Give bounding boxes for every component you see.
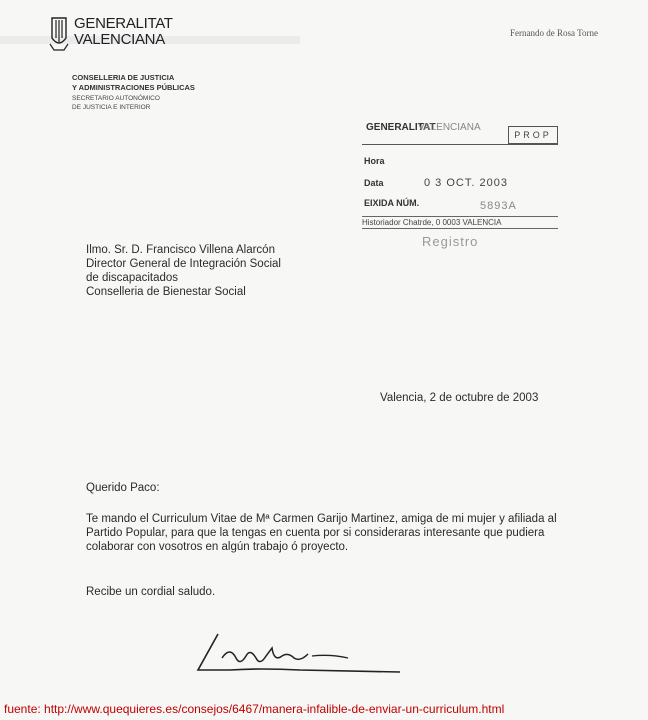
sub-line2: DE JUSTICIA E INTERIOR — [72, 104, 151, 111]
stamp-header — [362, 118, 558, 145]
addressee-line2: Director General de Integración Social — [86, 258, 281, 270]
org-line2: VALENCIANA — [74, 31, 165, 48]
addressee-line1: Ilmo. Sr. D. Francisco Villena Alarcón — [86, 244, 275, 256]
stamp-prop-box: PROP — [508, 126, 558, 144]
closing-line: Recibe un cordial saludo. — [86, 586, 216, 598]
logo-wordmark — [74, 16, 173, 48]
subdepartment-block — [72, 94, 160, 112]
stamp-historiador: Historiador Chatrde, 0 0003 VALENCIA — [362, 216, 558, 229]
stamp-hora-label: Hora — [364, 156, 385, 166]
dept-line1: CONSELLERIA DE JUSTICIA — [72, 73, 175, 82]
body-paragraph: Te mando el Curriculum Vitae de Mª Carmen Garijo Martinez, amiga de mi mujer y afiliada al Partido Popular, para que la tengas en cuenta por si consideraras interesante que pudiera colaborar con vosotros en algún trabajo ó proyecto. — [86, 513, 557, 553]
addressee-block — [86, 243, 281, 299]
source-link[interactable]: fuente: http://www.quequieres.es/consejos/6467/manera-infalible-de-enviar-un-curriculum.html — [4, 702, 505, 716]
org-line1: GENERALITAT — [74, 15, 173, 32]
author-name: Fernando de Rosa Torne — [510, 28, 598, 38]
registry-stamp — [362, 118, 558, 256]
sub-line1: SECRETARIO AUTONÓMICO — [72, 95, 160, 102]
stamp-registro: Registro — [422, 234, 479, 249]
stamp-org: GENERALITAT — [366, 122, 436, 133]
department-block — [72, 73, 195, 93]
handwritten-signature — [190, 626, 410, 682]
addressee-line3: de discapacitados — [86, 272, 179, 284]
stamp-eixida-label: EIXIDA NÚM. — [364, 198, 420, 208]
letter-date: Valencia, 2 de octubre de 2003 — [380, 392, 539, 404]
stamp-org-faint: VALENCIANA — [418, 122, 481, 133]
coat-of-arms-icon — [48, 14, 70, 54]
stamp-eixida-value: 5893A — [480, 200, 517, 212]
greeting: Querido Paco: — [86, 482, 160, 494]
stamp-data-label: Data — [364, 178, 384, 188]
dept-line2: Y ADMINISTRACIONES PÚBLICAS — [72, 83, 195, 92]
generalitat-logo — [48, 14, 173, 56]
addressee-line4: Conselleria de Bienestar Social — [86, 286, 246, 298]
stamp-data-value: 0 3 OCT. 2003 — [424, 177, 508, 189]
